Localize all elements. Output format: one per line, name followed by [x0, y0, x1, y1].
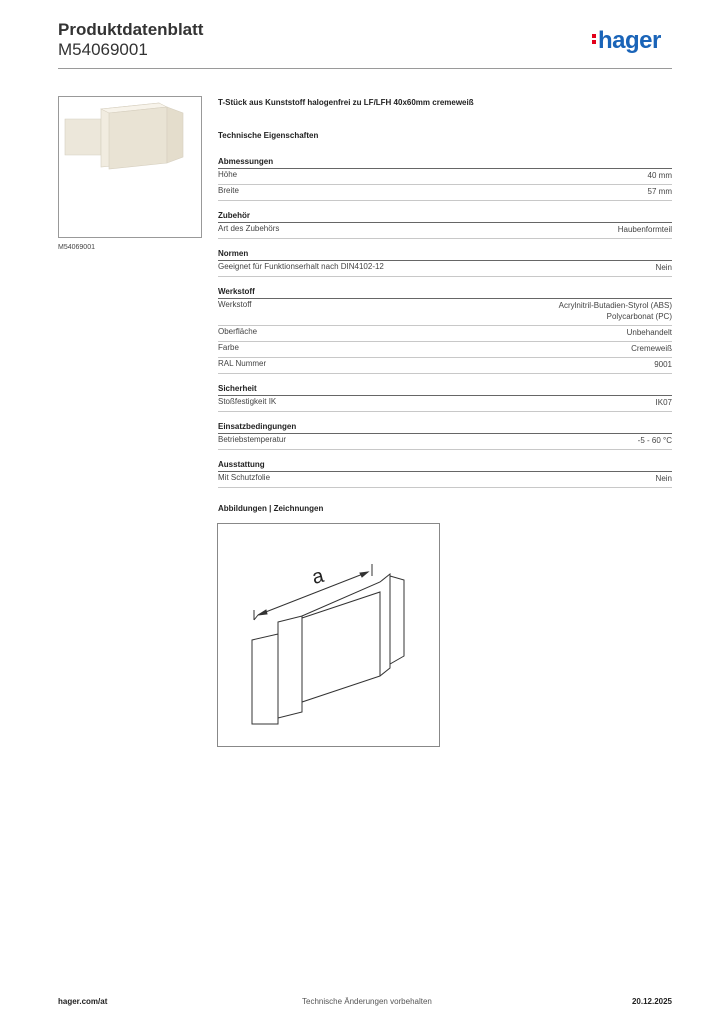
- header-divider: [58, 68, 672, 69]
- dimension-drawing: [217, 523, 440, 747]
- hager-logo[interactable]: [592, 27, 661, 55]
- property-label: Oberfläche: [218, 327, 258, 336]
- property-value: [648, 186, 672, 197]
- property-value: [656, 473, 672, 484]
- property-value: [559, 300, 672, 322]
- section-title: Einsatzbedingungen: [218, 422, 297, 431]
- technical-properties-heading: Technische Eigenschaften: [218, 131, 319, 140]
- figures-heading: Abbildungen | Zeichnungen: [218, 504, 324, 513]
- section-title: Sicherheit: [218, 384, 257, 393]
- row-divider: [218, 341, 672, 342]
- logo-dots-icon: [592, 32, 596, 46]
- property-value-line: Polycarbonat (PC): [606, 312, 672, 321]
- t-piece-photo-icon: [59, 97, 201, 237]
- row-divider: [218, 373, 672, 374]
- property-label: RAL Nummer: [218, 359, 267, 368]
- row-divider: [218, 411, 672, 412]
- property-value-line: IK07: [655, 398, 672, 407]
- property-label: Farbe: [218, 343, 239, 352]
- row-divider: [218, 487, 672, 488]
- property-value: [638, 435, 672, 446]
- property-label: Breite: [218, 186, 239, 195]
- property-label: Art des Zubehörs: [218, 224, 280, 233]
- property-value-line: Acrylnitril-Butadien-Styrol (ABS): [558, 301, 672, 310]
- article-number: M54069001: [58, 40, 148, 59]
- logo-text: hager: [598, 27, 661, 54]
- section-divider: [218, 471, 672, 472]
- property-value-line: 40 mm: [647, 171, 672, 180]
- row-divider: [218, 200, 672, 201]
- property-value: [648, 170, 672, 181]
- property-value-line: -5 - 60 °C: [637, 436, 672, 445]
- property-value: [656, 262, 672, 273]
- property-label: Betriebstemperatur: [218, 435, 287, 444]
- section-divider: [218, 168, 672, 169]
- t-piece-drawing-icon: [218, 524, 439, 746]
- row-divider: [218, 325, 672, 326]
- property-value-line: 57 mm: [647, 187, 672, 196]
- page-title: Produktdatenblatt: [58, 20, 204, 39]
- property-value-line: Unbehandelt: [626, 328, 672, 337]
- footer-website[interactable]: hager.com/at: [58, 997, 108, 1006]
- row-divider: [218, 238, 672, 239]
- section-title: Normen: [218, 249, 249, 258]
- section-divider: [218, 222, 672, 223]
- property-label: Geeignet für Funktionserhalt nach DIN4102-12: [218, 262, 384, 271]
- property-label: Stoßfestigkeit IK: [218, 397, 277, 406]
- section-divider: [218, 395, 672, 396]
- property-value: [618, 224, 672, 235]
- row-divider: [218, 276, 672, 277]
- section-title: Abmessungen: [218, 157, 274, 166]
- property-value-line: Haubenformteil: [617, 225, 672, 234]
- property-label: Höhe: [218, 170, 238, 179]
- footer-note: Technische Änderungen vorbehalten: [302, 997, 432, 1006]
- product-title: T-Stück aus Kunststoff halogenfrei zu LF/LFH 40x60mm cremeweiß: [218, 98, 474, 107]
- footer-date: 20.12.2025: [631, 997, 672, 1006]
- section-title: Ausstattung: [218, 460, 265, 469]
- property-value: [627, 327, 672, 338]
- section-divider: [218, 433, 672, 434]
- section-divider: [218, 260, 672, 261]
- section-divider: [218, 298, 672, 299]
- section-title: Werkstoff: [218, 287, 255, 296]
- section-title: Zubehör: [218, 211, 250, 220]
- product-thumbnail: [58, 96, 202, 238]
- property-label: Mit Schutzfolie: [218, 473, 271, 482]
- property-value: [654, 359, 672, 370]
- property-value-line: Cremeweiß: [631, 344, 672, 353]
- property-value-line: Nein: [655, 263, 672, 272]
- row-divider: [218, 357, 672, 358]
- property-value-line: Nein: [655, 474, 672, 483]
- row-divider: [218, 184, 672, 185]
- property-value-line: 9001: [654, 360, 672, 369]
- property-value: [656, 397, 672, 408]
- property-value: [631, 343, 672, 354]
- thumbnail-caption: M54069001: [58, 244, 95, 251]
- dimension-label: a: [309, 564, 327, 589]
- property-label: Werkstoff: [218, 300, 252, 309]
- row-divider: [218, 449, 672, 450]
